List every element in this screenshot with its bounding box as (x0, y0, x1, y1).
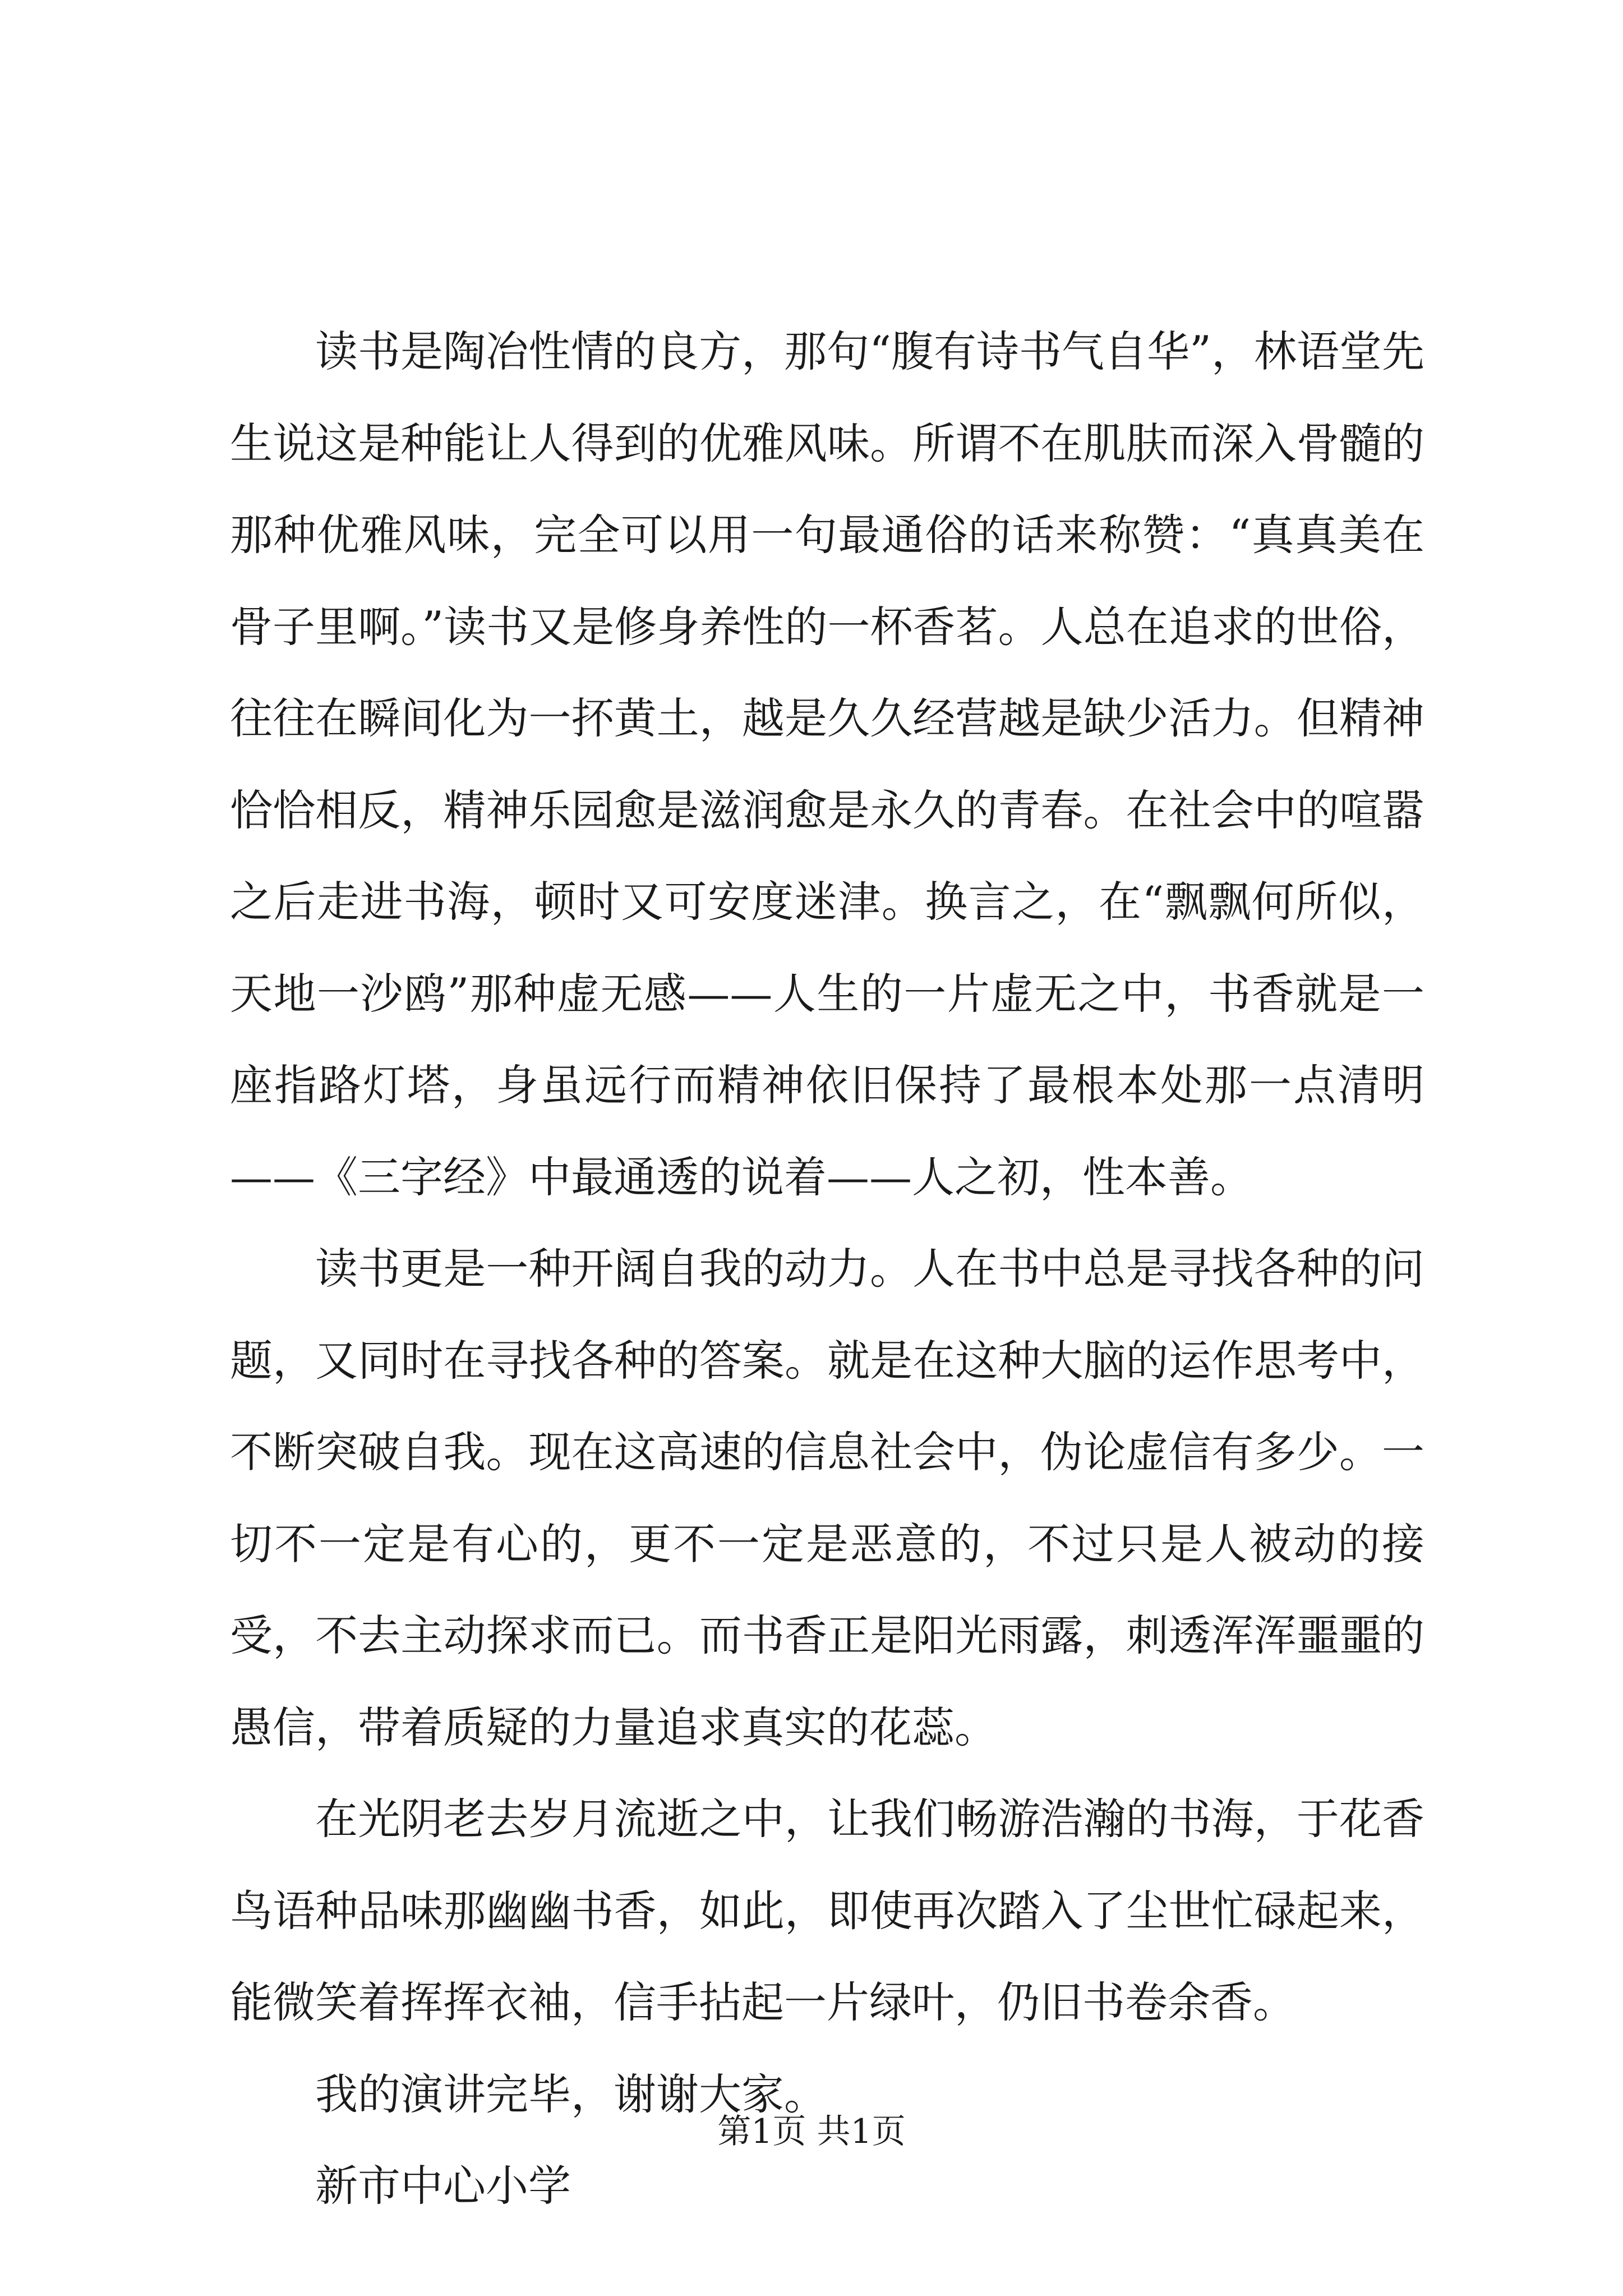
paragraph-school-name: 新市中心小学 (315, 2161, 571, 2211)
paragraph-closing-reflection: 在光阴老去岁月流逝之中，让我们畅游浩瀚的书海，于花香鸟语种品味那幽幽书香，如此，即使再次踏入了尘世忙碌起来，能微笑着挥挥衣袖，信手拈起一片绿叶，仍旧书卷余香。 (230, 1794, 1424, 2027)
paragraph-thanks: 我的演讲完毕，谢谢大家。 (315, 2069, 827, 2119)
document-body (230, 306, 1424, 2232)
paragraph-reading-cultivation: 读书是陶冶性情的良方，那句“腹有诗书气自华”，林语堂先生说这是种能让人得到的优雅风味。所谓不在肌肤而深入骨髓的那种优雅风味，完全可以用一句最通俗的话来称赞：“真真美在骨子里啊。”读书又是修身养性的一杯香茗。人总在追求的世俗，往往在瞬间化为一抔黄土，越是久久经营越是缺少活力。但精神恰恰相反，精神乐园愈是滋润愈是永久的青春。在社会中的喧嚣之后走进书海，顿时又可安度迷津。换言之，在“飘飘何所似，天地一沙鸥”那种虚无感——人生的一片虚无之中，书香就是一座指路灯塔，身虽远行而精神依旧保持了最根本处那一点清明——《三字经》中最通透的说着——人之初，性本善。 (230, 326, 1424, 1202)
page-footer: 第1页 共1页 (717, 2112, 906, 2151)
paragraph-reading-growth: 读书更是一种开阔自我的动力。人在书中总是寻找各种的问题，又同时在寻找各种的答案。就是在这种大脑的运作思考中，不断突破自我。现在这高速的信息社会中，伪论虚信有多少。一切不一定是有心的，更不一定是恶意的，不过只是人被动的接受，不去主动探求而已。而书香正是阳光雨露，刺透浑浑噩噩的愚信，带着质疑的力量追求真实的花蕊。 (230, 1244, 1424, 1752)
